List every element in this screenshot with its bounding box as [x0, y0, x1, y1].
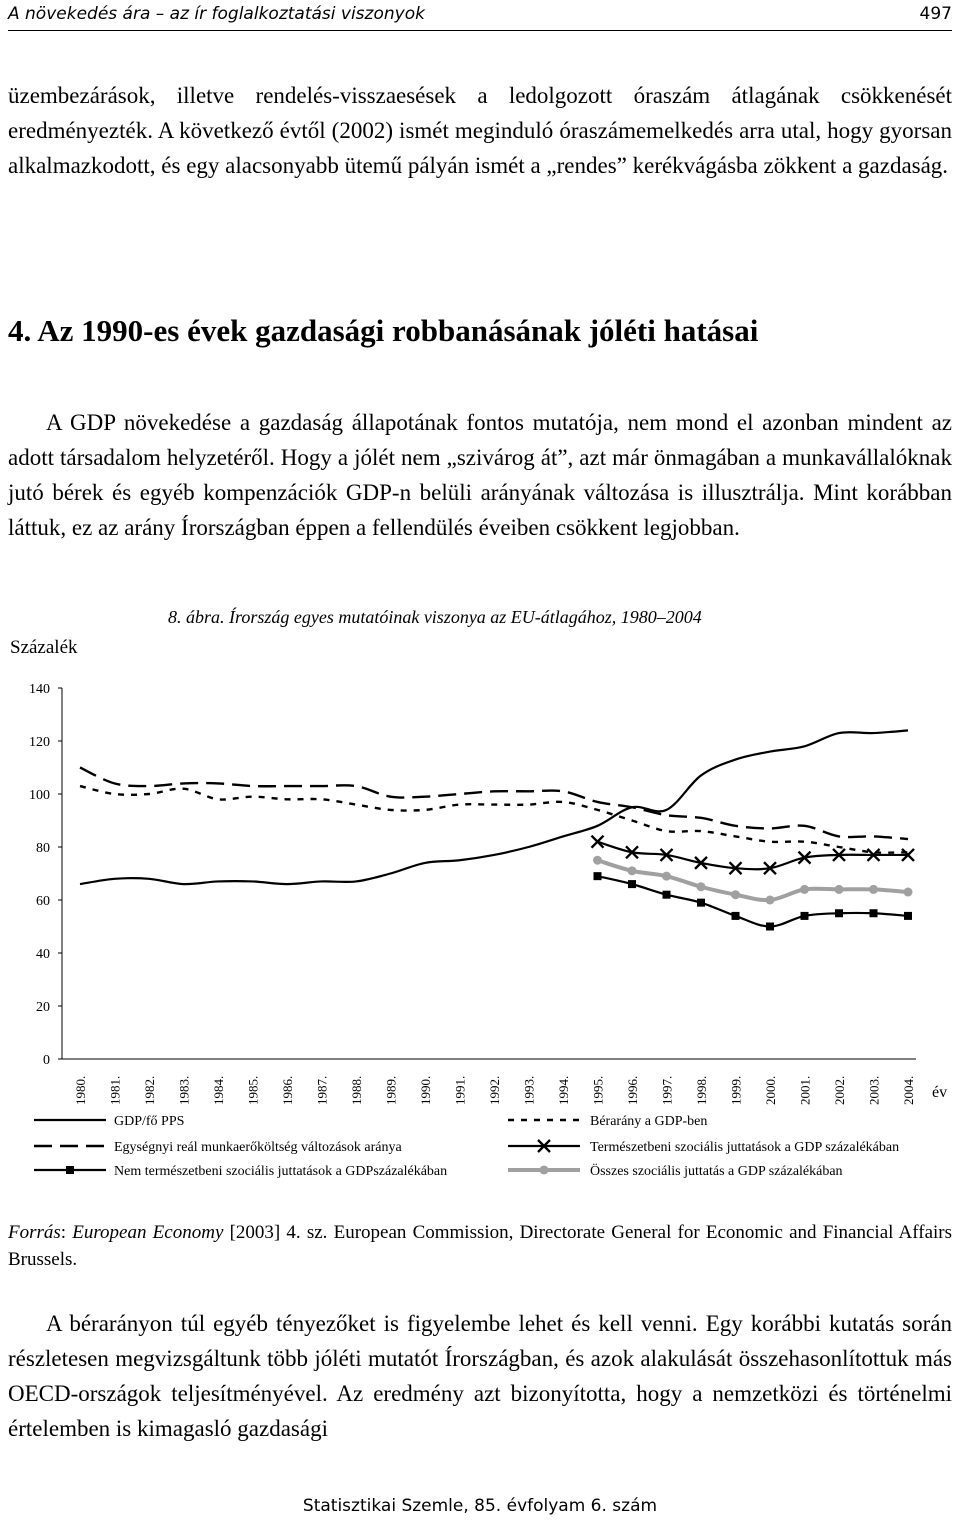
x-tick-label: 1994.	[556, 1075, 571, 1105]
data-point	[697, 899, 705, 907]
x-tick-label: 1980.	[73, 1075, 88, 1105]
legend-label: GDP/fő PPS	[114, 1114, 185, 1129]
data-point	[766, 896, 775, 905]
source-publication: European Economy	[72, 1222, 224, 1243]
x-tick-label: 2004.	[901, 1075, 916, 1105]
x-tick-label: 1981.	[107, 1075, 123, 1105]
data-point	[800, 885, 809, 894]
series-6	[593, 856, 913, 905]
x-tick-label: 1998.	[694, 1075, 709, 1105]
paragraph-3: A bérarányon túl egyéb tényezőket is figyelembe lehet és kell venni. Egy korábbi kutatás során részletesen megvizsgáltunk több jóléti mutatót Írországban, és azok alakulását összehasonlítottuk más OECD-országok teljesítményével. Az eredmény azt bizonyította, hogy a nemzetközi és történelmi értelemben is kimagasló gazdasági	[8, 1311, 952, 1441]
data-point	[628, 880, 636, 888]
y-tick-label: 100	[29, 788, 50, 803]
x-tick-label: 1982.	[142, 1075, 157, 1105]
chart-series	[80, 730, 914, 930]
data-point	[904, 912, 912, 920]
x-tick-label: 2000.	[763, 1075, 778, 1105]
section-title: 4. Az 1990-es évek gazdasági robbanásának jóléti hatásai	[8, 313, 759, 348]
x-tick-label: 1993.	[521, 1075, 537, 1105]
legend-item	[34, 1114, 184, 1129]
data-point	[662, 872, 671, 881]
x-tick-label: 1983.	[176, 1075, 192, 1105]
source-label: Forrás	[8, 1222, 61, 1243]
legend-item	[508, 1140, 899, 1155]
series-1	[80, 730, 908, 884]
x-tick-label: 1984.	[211, 1075, 226, 1105]
data-point	[628, 866, 637, 875]
series-line	[598, 860, 909, 900]
x-tick-label: 1997.	[659, 1075, 675, 1105]
legend-marker	[66, 1166, 74, 1174]
series-2	[80, 786, 908, 853]
x-axis-label: év	[932, 1084, 948, 1101]
y-tick-label: 60	[36, 894, 50, 909]
paragraph-1: üzembezárások, illetve rendelés-visszaesések a ledolgozott óraszám átlagának csökkenését eredményezték. A következő évtől (2002) ismét meginduló óraszámemelkedés arra utal, hogy gyorsan alkalmazkodott, és egy alacsonyabb ütemű pályán ismét a „rendes” kerékvágásba zökkent a gazdaság.	[8, 83, 952, 178]
x-tick-label: 1991.	[452, 1075, 468, 1105]
data-point	[801, 912, 809, 920]
y-tick-label: 120	[29, 735, 50, 750]
legend-label: Összes szociális juttatás a GDP százalékában	[590, 1164, 843, 1179]
chart-legend	[34, 1114, 899, 1179]
data-point	[697, 882, 706, 891]
data-point	[766, 923, 774, 931]
y-tick-label: 20	[36, 1000, 50, 1015]
source-details: [2003] 4. sz. European Commission, Directorate General for Economic and Financial Affairs Brussels.	[8, 1222, 953, 1270]
legend-item	[34, 1140, 402, 1155]
page-number: 497	[919, 4, 952, 24]
header-title: A növekedés ára – az ír foglalkoztatási viszonyok	[8, 4, 425, 24]
x-tick-label: 1987.	[314, 1075, 330, 1105]
x-tick-label: 1986.	[280, 1075, 295, 1105]
legend-label: Természetbeni szociális juttatások a GDP százalékában	[590, 1140, 900, 1155]
x-tick-label: 1985.	[245, 1075, 261, 1105]
x-tick-label: 1990.	[418, 1075, 433, 1105]
series-line	[598, 876, 909, 926]
legend-label: Bérarány a GDP-ben	[590, 1114, 708, 1129]
data-point	[904, 888, 913, 897]
data-point	[663, 891, 671, 899]
legend-label: Egységnyi reál munkaerőköltség változások aránya	[114, 1140, 402, 1155]
x-tick-label: 2002.	[832, 1075, 847, 1105]
series-4	[592, 836, 915, 875]
data-point	[732, 912, 740, 920]
data-point	[870, 909, 878, 917]
x-tick-label: 2001.	[797, 1075, 813, 1105]
y-tick-label: 40	[36, 947, 50, 962]
y-tick-label: 80	[36, 841, 50, 856]
data-point	[835, 885, 844, 894]
legend-item	[508, 1114, 707, 1129]
data-point	[869, 885, 878, 894]
x-tick-label: 1999.	[728, 1075, 744, 1105]
y-tick-label: 140	[29, 682, 50, 697]
y-tick-label: 0	[43, 1053, 50, 1068]
data-point	[731, 890, 740, 899]
x-tick-label: 2003.	[866, 1075, 882, 1105]
legend-item	[508, 1162, 843, 1179]
figure-title: 8. ábra. Írország egyes mutatóinak viszonya az EU-átlagához, 1980–2004	[168, 607, 702, 627]
data-point	[592, 836, 604, 848]
data-point	[594, 872, 602, 880]
legend-marker	[540, 1166, 549, 1175]
series-line	[80, 786, 908, 853]
series-line	[598, 842, 909, 870]
x-tick-label: 1988.	[349, 1075, 364, 1105]
data-point	[593, 856, 602, 865]
paragraph-2: A GDP növekedése a gazdaság állapotának fontos mutatója, nem mond el azonban mindent az adott társadalom helyzetéről. Hogy a jólét nem „szivárog át”, azt már önmagában a munkavállalóknak jutó bérek és egyéb kompenzációk GDP-n belüli arányának változása is illusztrálja. Mint korábban láttuk, ez az arány Írországban éppen a fellendülés éveiben csökkent legjobban.	[8, 410, 952, 540]
x-tick-label: 1995.	[590, 1075, 606, 1105]
page-footer: Statisztikai Szemle, 85. évfolyam 6. szám	[302, 1496, 658, 1516]
series-line	[80, 768, 908, 840]
y-axis-label: Százalék	[10, 637, 78, 658]
data-point	[835, 909, 843, 917]
x-tick-label: 1992.	[487, 1075, 502, 1105]
series-3	[80, 768, 908, 840]
legend-item	[34, 1164, 447, 1179]
source-note: Forrás: European Economy [2003] 4. sz. European Commission, Directorate General for Economic and Financial Affairs Brussels.	[8, 1222, 953, 1270]
series-line	[80, 730, 908, 884]
x-tick-label: 1996.	[625, 1075, 640, 1105]
legend-label: Nem természetbeni szociális juttatások a GDPszázalékában	[114, 1164, 448, 1179]
series-5	[594, 872, 913, 930]
x-tick-label: 1989.	[383, 1075, 399, 1105]
